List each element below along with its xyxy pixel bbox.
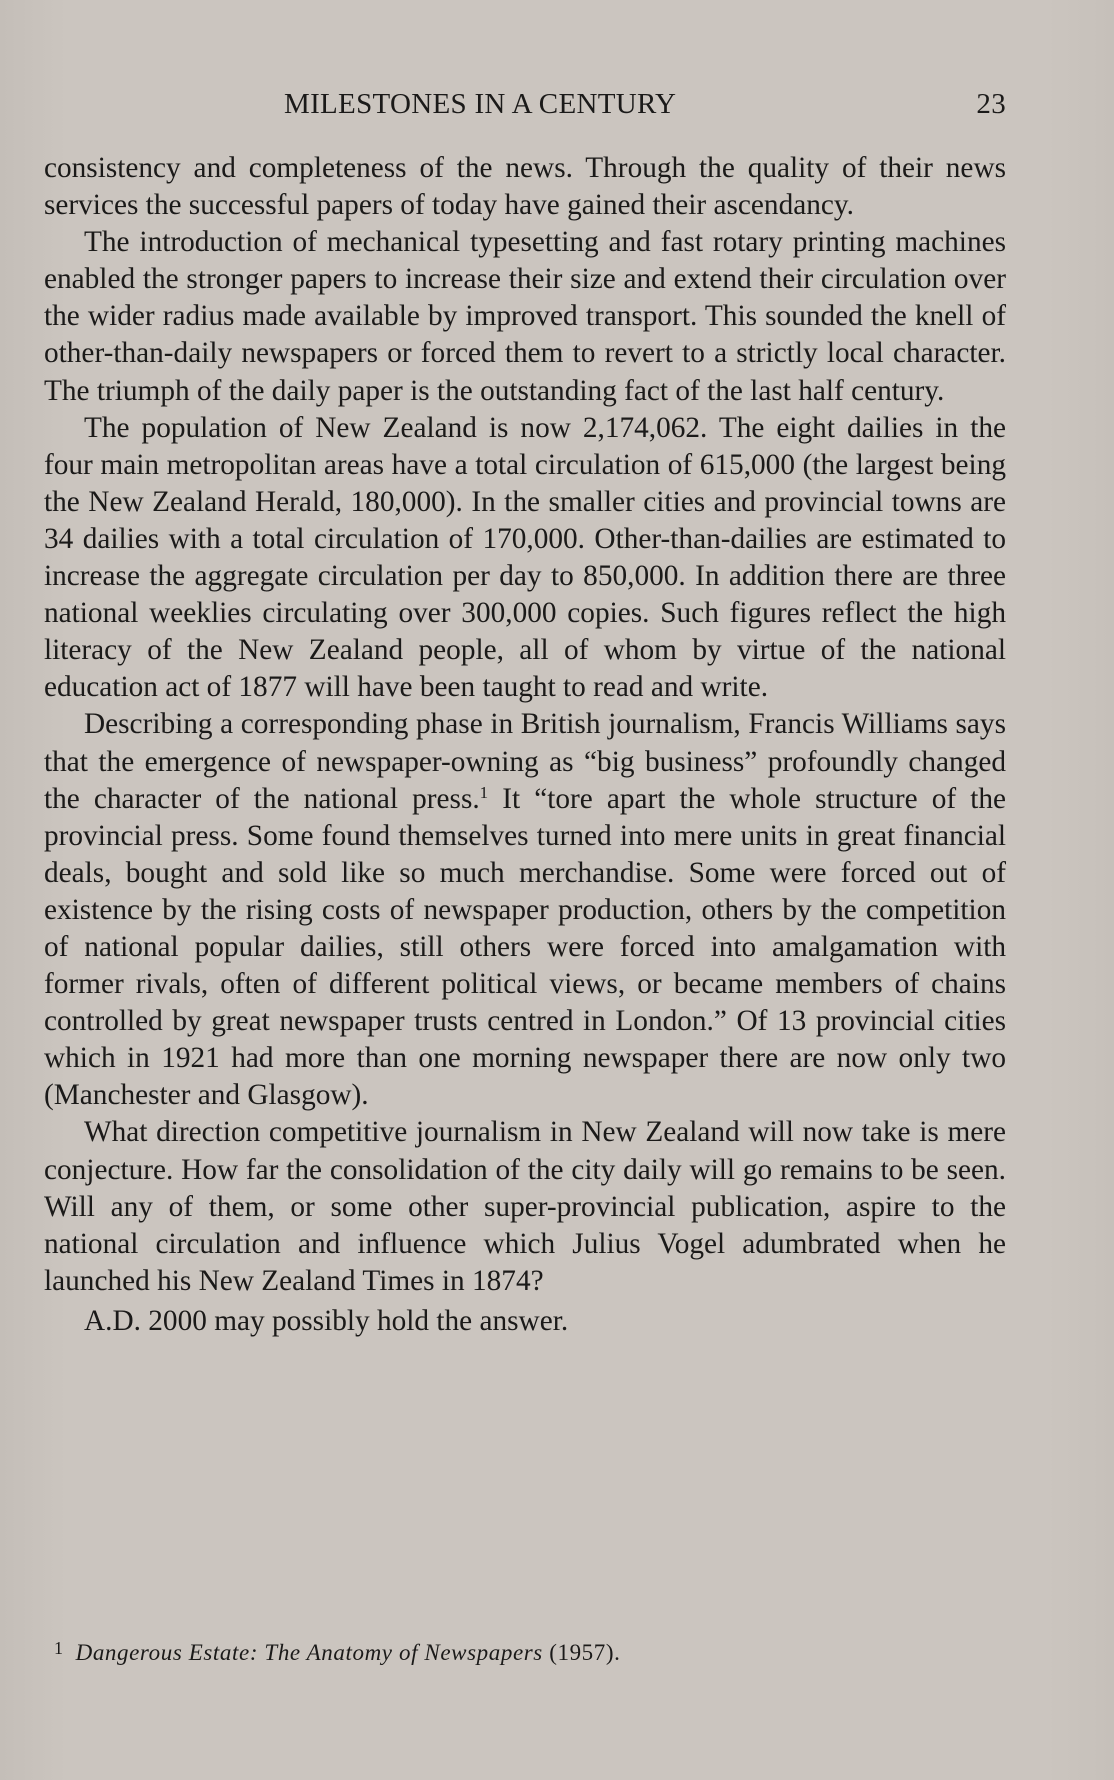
paragraph-future-direction: What direction competitive journalism in New Zealand will now take is mere conjecture. How far the consolidation of the city daily will go remains to be seen. Will any of them, or some other super-provincial publication, aspire to the national circulation and influence which Julius Vogel adumbrated when he launched his New Zealand Times in 1874? xyxy=(44,1116,1006,1297)
paragraph-typesetting: The introduction of mechanical typesetting and fast rotary printing machines enabled the stronger papers to increase their size and extend their circulation over the wider radius made available by improved transport. This sounded the knell of other-than-daily newspapers or forced them to revert to a strictly local character. The triumph of the daily paper is the outstanding fact of the last half century. xyxy=(44,226,1006,407)
paragraph-closing: A.D. 2000 may possibly hold the answer. xyxy=(84,1304,569,1337)
page-number: 23 xyxy=(976,88,1006,120)
paragraph-continued: consistency and completeness of the news. Through the quality of their news services the successful papers of today have gained their ascendancy. xyxy=(44,152,1006,222)
paragraph-british-journalism-start: Describing a corresponding phase in British journalism, Francis Williams says that the emergence of newspaper-owning as “big business” profoundly changed the character of the national press. xyxy=(44,708,1006,815)
footnote-marker: 1 xyxy=(54,1638,64,1658)
running-title: MILESTONES IN A CENTURY xyxy=(284,88,677,120)
footnote-year: (1957). xyxy=(542,1640,621,1665)
paragraph-british-journalism-rest: It “tore apart the whole structure of the provincial press. Some found themselves turned into mere units in great financial deals, bought and sold like so much merchandise. Some were forced out of existence by the rising costs of newspaper production, others by the competition of national popular dailies, still others were forced into amalgamation with former rivals, often of different political views, or became members of chains controlled by great newspaper trusts centred in London.” Of 13 provincial cities which in 1921 had more than one morning newspaper there are now only two (Manchester and Glasgow). xyxy=(44,782,1006,1112)
page-header xyxy=(44,88,1006,128)
body-text xyxy=(44,150,1006,1340)
paragraph-british-journalism xyxy=(44,706,1006,1114)
footnote xyxy=(54,1633,620,1668)
footnote-reference: 1 xyxy=(479,782,489,802)
footnote-title: Dangerous Estate: The Anatomy of Newspapers xyxy=(75,1640,543,1665)
paragraph-population: The population of New Zealand is now 2,174,062. The eight dailies in the four main metropolitan areas have a total circulation of 615,000 (the largest being the New Zealand Herald, 180,000). In the smaller cities and provincial towns are 34 dailies with a total circulation of 170,000. Other-than-dailies are estimated to increase the aggregate circulation per day to 850,000. In addition there are three national weeklies circulating over 300,000 copies. Such figures reflect the high literacy of the New Zealand people, all of whom by virtue of the national education act of 1877 will have been taught to read and write. xyxy=(44,411,1006,704)
